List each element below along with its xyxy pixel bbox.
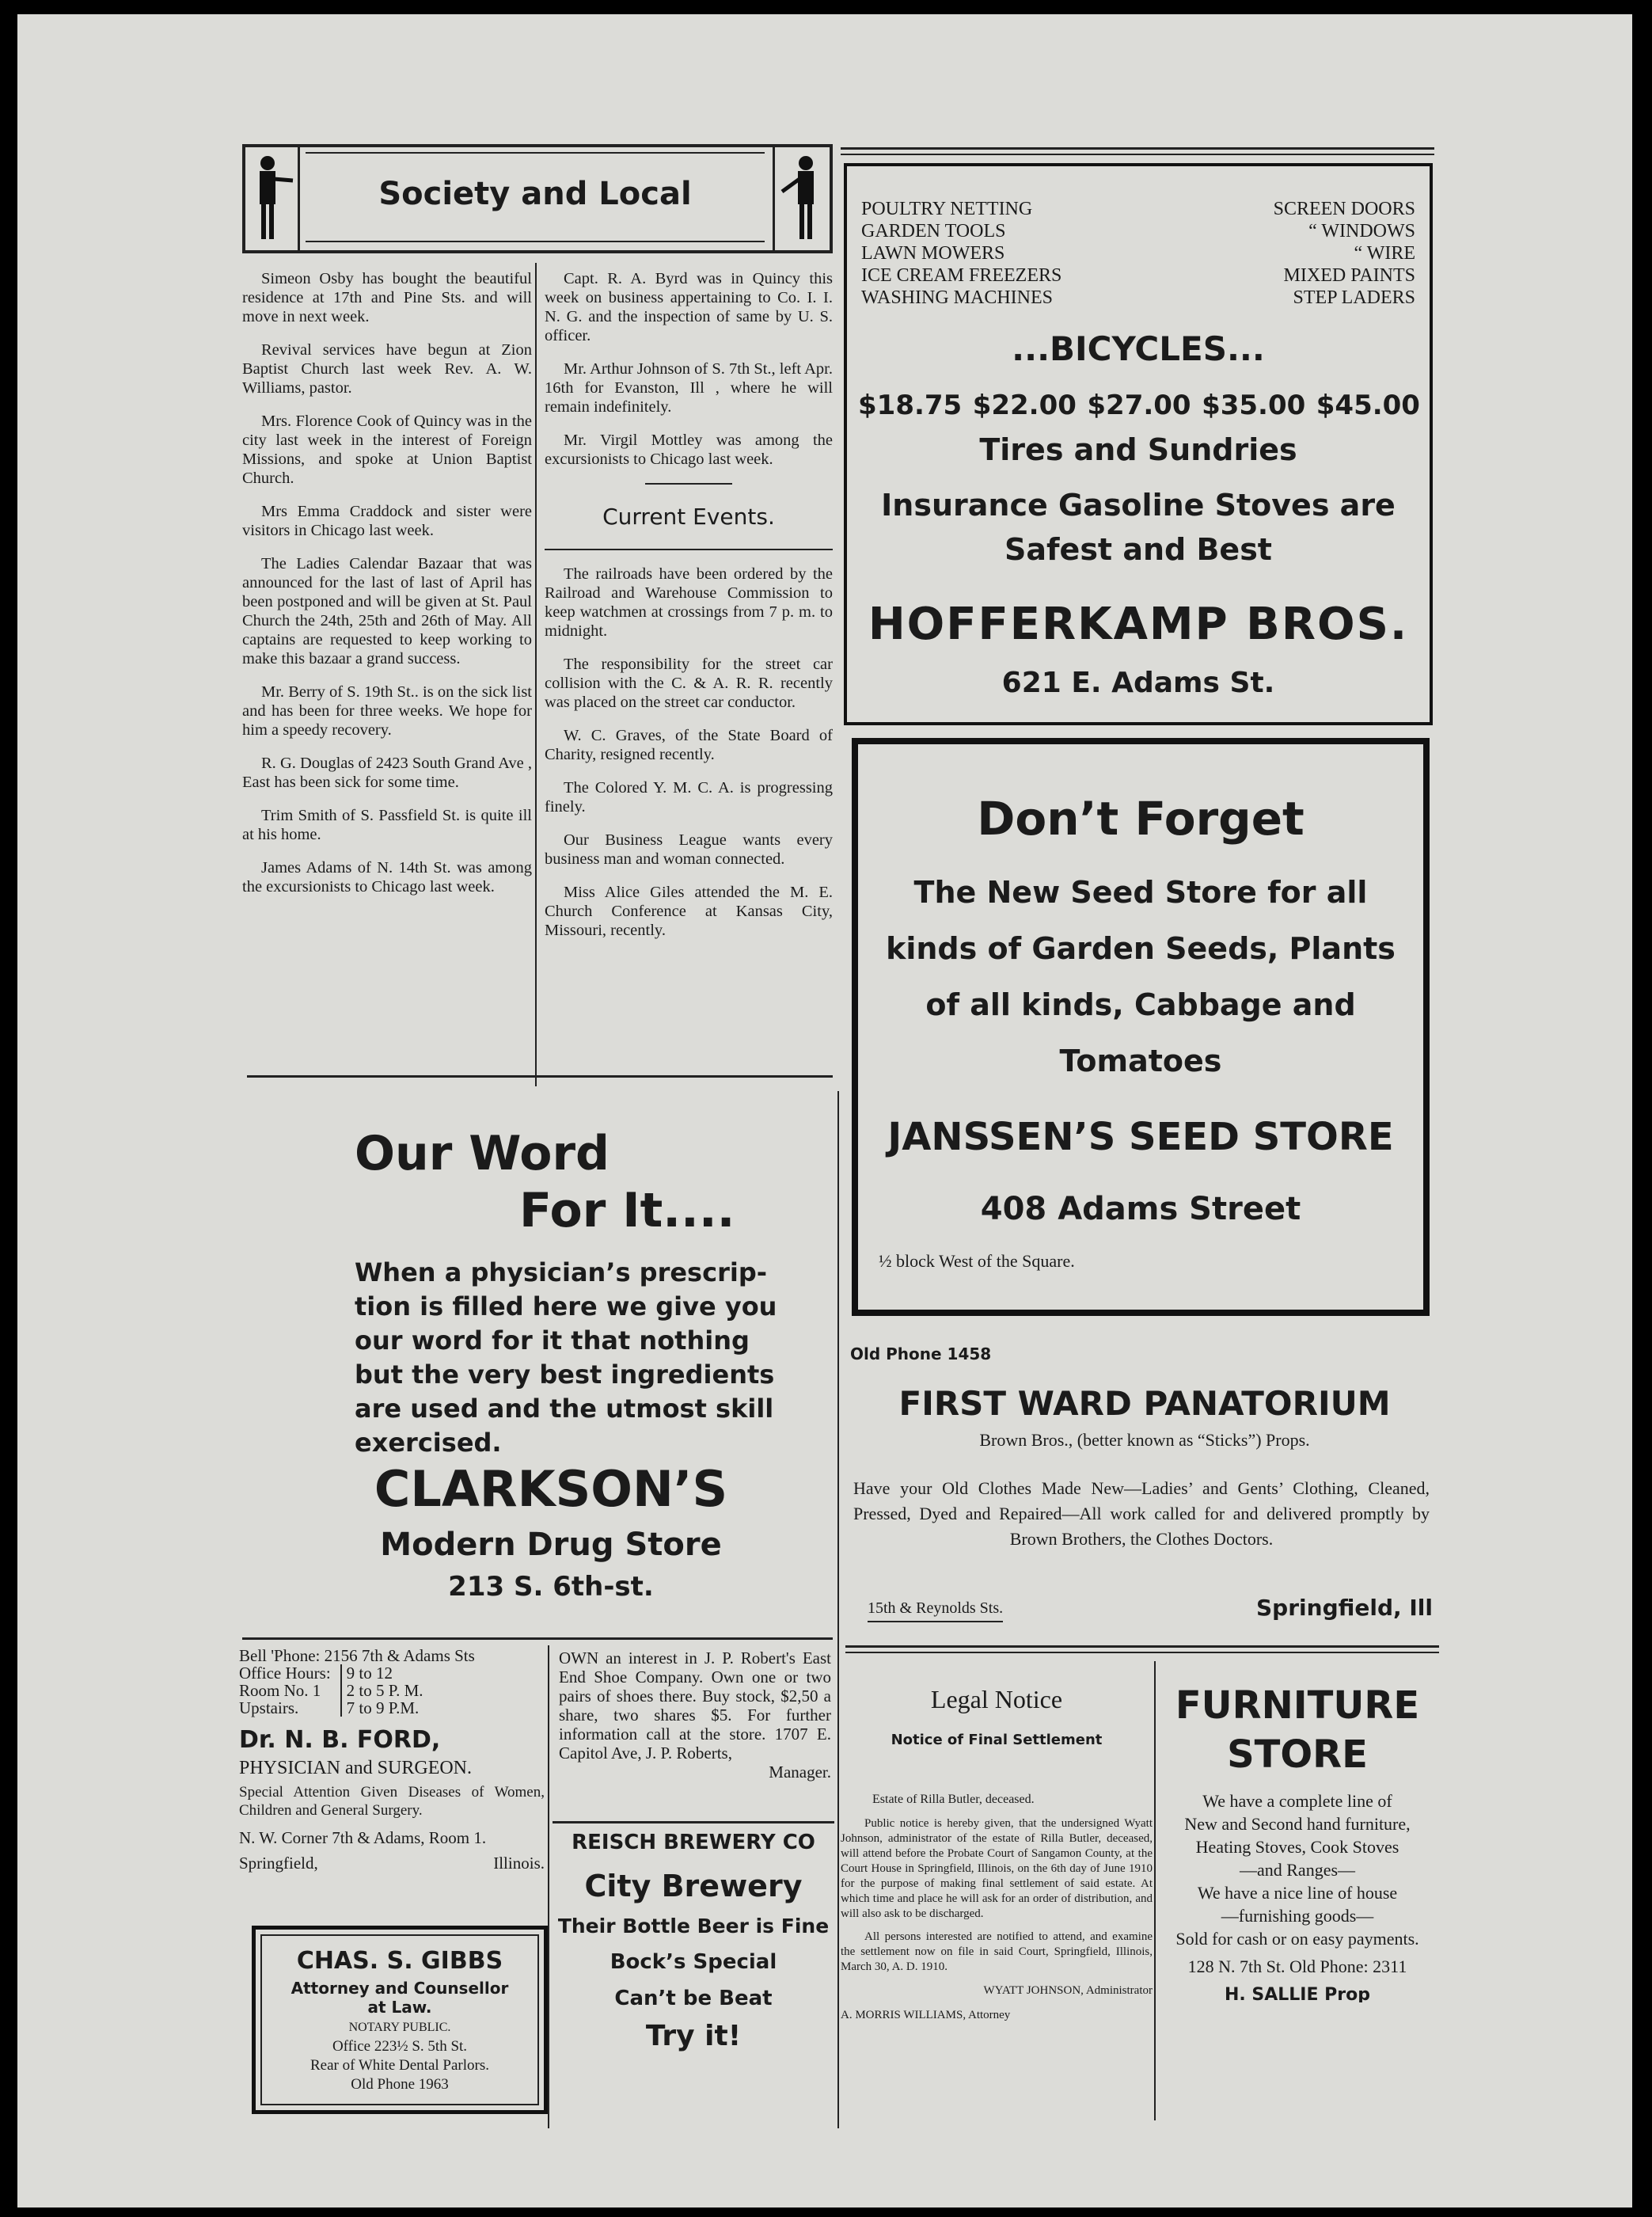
bicycle-prices — [858, 390, 1420, 421]
news-item: Mrs Emma Craddock and sister were visitors in Chicago last week. — [242, 503, 532, 539]
ford-special: Special Attention Given Diseases of Women, Children and General Surgery. — [239, 1784, 545, 1819]
ford-corner: N. W. Corner 7th & Adams, Room 1. — [239, 1828, 487, 1847]
gibbs-details: NOTARY PUBLIC. Office 223½ S. 5th St. Rear of White Dental Parlors. Old Phone 1963 — [310, 2021, 489, 2093]
janssen-ad — [852, 738, 1430, 1316]
legal-paragraph-1: Public notice is hereby given, that the undersigned Wyatt Johnson, administrator of the estate of Rilla Butler, deceased, will attend before the Probate Court of Sangamon County, at the Court House in Springfield, Illinois, on the 6th day of June 1910 for the purpose of making final settlement of said estate. At which time and place he will ask for an order of distribution, and will also ask to be discharged. — [841, 1817, 1153, 1920]
ford-ad: Bell 'Phone: 2156 7th & Adams Sts Office Hours: Room No. 1 Upstairs. 9 to 12 2 to 5 P. M. 7 to 9 P.M. Dr. N. B. FORD, PHYSICIAN and SURGEON. Special Attention Given Diseases of Women, Children and General Surgery. N. W. Corner 7th & Adams, Room 1. Springfield, Illinois. — [239, 1646, 545, 1873]
janssen-name: JANSSEN’S SEED STORE — [887, 1115, 1394, 1159]
reisch-line5: Try it! — [645, 2020, 742, 2052]
news-item: Capt. R. A. Byrd was in Quincy this week on business appertaining to Co. I. I. N. G. and the inspection of same by U. S. officer. — [545, 270, 833, 344]
hofferkamp-name: HOFFERKAMP BROS. — [868, 599, 1409, 650]
man-figure-right-icon — [780, 152, 825, 245]
gibbs-name: CHAS. S. GIBBS — [296, 1947, 503, 1975]
society-header — [242, 144, 833, 253]
janssen-note: ½ block West of the Square. — [879, 1251, 1075, 1271]
ford-name: Dr. N. B. FORD, — [239, 1726, 441, 1754]
news-item: The railroads have been ordered by the Railroad and Warehouse Commission to keep watchmen at crossings from 7 p. m. to midnight. — [545, 565, 833, 640]
panatorium-title: FIRST WARD PANATORIUM — [898, 1384, 1391, 1423]
reisch-line2: Their Bottle Beer is Fine — [557, 1915, 830, 1937]
furniture-title-1: FURNITURE — [1175, 1683, 1420, 1728]
janssen-body: The New Seed Store for all kinds of Garden Seeds, Plants of all kinds, Cabbage and Tomatoes — [886, 875, 1396, 1078]
society-column-1 — [242, 269, 532, 911]
section-rule — [247, 1075, 833, 1078]
news-item: Our Business League wants every business man and woman connected. — [545, 831, 833, 868]
newspaper-page — [17, 14, 1632, 2207]
news-item: James Adams of N. 14th St. was among the excursionists to Chicago last week. — [242, 859, 532, 896]
reisch-ad — [553, 1827, 834, 2112]
legal-subtitle: Notice of Final Settlement — [891, 1732, 1103, 1748]
price: $27.00 — [1087, 390, 1191, 421]
gibbs-ad — [252, 1926, 548, 2114]
hardware-list-left: POULTRY NETTING GARDEN TOOLS LAWN MOWERS ICE CREAM FREEZERS WASHING MACHINES — [861, 199, 1062, 308]
legal-title: Legal Notice — [930, 1685, 1063, 1713]
clarkson-name: CLARKSON’S — [374, 1460, 728, 1518]
panatorium-props: Brown Bros., (better known as “Sticks”) Props. — [979, 1430, 1310, 1450]
hofferkamp-ad — [844, 163, 1433, 725]
clarkson-address: 213 S. 6th-st. — [448, 1571, 654, 1603]
legal-paragraph-2: All persons interested are notified to attend, and examine the settlement now on file in said Court, Springfield, Illinois, March 30, A. D. 1910. — [841, 1930, 1153, 1973]
tires-line: Tires and Sundries — [979, 432, 1297, 467]
panatorium-location-right: Springfield, Ill — [1256, 1595, 1433, 1621]
janssen-address: 408 Adams Street — [980, 1191, 1301, 1227]
reisch-line1: City Brewery — [584, 1869, 803, 1903]
price: $22.00 — [972, 390, 1077, 421]
legal-signer: WYATT JOHNSON, Administrator — [983, 1984, 1153, 1997]
man-figure-left-icon — [250, 152, 294, 245]
dont-forget-heading: Don’t Forget — [977, 792, 1305, 846]
for-it-heading: For It.... — [519, 1183, 735, 1238]
legal-attorney: A. MORRIS WILLIAMS, Attorney — [841, 2009, 1011, 2021]
hardware-list-right: SCREEN DOORS “ WINDOWS “ WIRE MIXED PAINTS STEP LADERS — [1273, 199, 1415, 308]
legal-notice — [841, 1661, 1153, 2120]
news-item: W. C. Graves, of the State Board of Charity, resigned recently. — [545, 727, 833, 763]
news-item: Trim Smith of S. Passfield St. is quite ill at his home. — [242, 807, 532, 843]
news-item: R. G. Douglas of 2423 South Grand Ave , East has been sick for some time. — [242, 755, 532, 791]
panatorium-ad — [850, 1329, 1439, 1645]
news-item: Mrs. Florence Cook of Quincy was in the city last week in the interest of Foreign Missions, and spoke at Union Baptist Church. — [242, 413, 532, 487]
society-column-2 — [545, 269, 833, 954]
clarkson-store: Modern Drug Store — [380, 1527, 722, 1563]
news-item: Mr. Arthur Johnson of S. 7th St., left Apr. 16th for Evanston, Ill , where he will remain indefinitely. — [545, 360, 833, 416]
reisch-line3: Bock’s Special — [610, 1950, 777, 1974]
price: $35.00 — [1202, 390, 1306, 421]
reisch-line4: Can’t be Beat — [614, 1987, 773, 2010]
legal-estate: Estate of Rilla Butler, deceased. — [872, 1793, 1035, 1806]
hofferkamp-address: 621 E. Adams St. — [1001, 667, 1275, 699]
gibbs-title: Attorney and Counsellor at Law. — [291, 1979, 509, 2017]
furniture-body: We have a complete line of New and Second hand furniture, Heating Stoves, Cook Stoves —and Ranges— We have a nice line of house —furnishing goods— Sold for cash or on easy payments. — [1175, 1791, 1419, 1949]
news-item: The responsibility for the street car collision with the C. & A. R. R. recently was placed on the street car conductor. — [545, 656, 833, 711]
current-events-title: Current Events. — [602, 504, 775, 530]
news-item: Mr. Virgil Mottley was among the excursionists to Chicago last week. — [545, 432, 833, 468]
news-item: Simeon Osby has bought the beautiful residence at 17th and Pine Sts. and will move in next week. — [242, 270, 532, 325]
roberts-ad: OWN an interest in J. P. Robert's East End Shoe Company. Own one or two pairs of shoes there. Buy stock, $2,50 a share, two shares $5. For further information call at the store. 1707 E. Capitol Ave, J. P. Roberts, Manager. — [559, 1648, 831, 1782]
furniture-title-2: STORE — [1227, 1732, 1368, 1777]
our-word-heading: Our Word — [355, 1126, 610, 1181]
clarkson-ad — [242, 1083, 833, 1622]
insurance-line: Insurance Gasoline Stoves are — [881, 488, 1396, 523]
bicycles-heading: ...BICYCLES... — [1012, 329, 1265, 368]
price: $45.00 — [1316, 390, 1420, 421]
furniture-address: 128 N. 7th St. Old Phone: 2311 — [1187, 1957, 1407, 1976]
news-item: The Colored Y. M. C. A. is progressing finely. — [545, 779, 833, 816]
clarkson-body: When a physician’s prescrip- tion is filled here we give you our word for it that nothing but the very best ingredients are used and the utmost skill exercised. — [355, 1257, 777, 1458]
panatorium-phone: Old Phone 1458 — [850, 1344, 992, 1363]
panatorium-body: Have your Old Clothes Made New—Ladies’ and Gents’ Clothing, Cleaned, Pressed, Dyed and Repaired—All work called for and delivered promptly by Brown Brothers, the Clothes Doctors. — [853, 1478, 1430, 1549]
society-title: Society and Local — [378, 176, 692, 212]
divider — [645, 483, 732, 485]
reisch-name: REISCH BREWERY CO — [572, 1831, 815, 1854]
price: $18.75 — [858, 390, 963, 421]
furniture-ad — [1157, 1661, 1437, 2120]
ford-title: PHYSICIAN and SURGEON. — [239, 1758, 473, 1778]
news-item: Mr. Berry of S. 19th St.. is on the sick list and has been for three weeks. We hope for him a speedy recovery. — [242, 683, 532, 739]
news-item: The Ladies Calendar Bazaar that was announced for the last of last of April has been postponed and will be given at St. Paul Church the 24th, 25th and 26th of May. All captains are requested to keep working to make this bazaar a grand success. — [242, 555, 532, 667]
ford-phone: Bell 'Phone: 2156 7th & Adams Sts — [239, 1646, 475, 1665]
safest-line: Safest and Best — [1004, 532, 1272, 567]
column-divider — [535, 263, 537, 1086]
furniture-prop: H. SALLIE Prop — [1224, 1985, 1371, 2002]
news-item: Revival services have begun at Zion Baptist Church last week Rev. A. W. Williams, pastor. — [242, 341, 532, 397]
news-item: Miss Alice Giles attended the M. E. Church Conference at Kansas City, Missouri, recently. — [545, 884, 833, 939]
panatorium-location-left: 15th & Reynolds Sts. — [868, 1599, 1003, 1622]
